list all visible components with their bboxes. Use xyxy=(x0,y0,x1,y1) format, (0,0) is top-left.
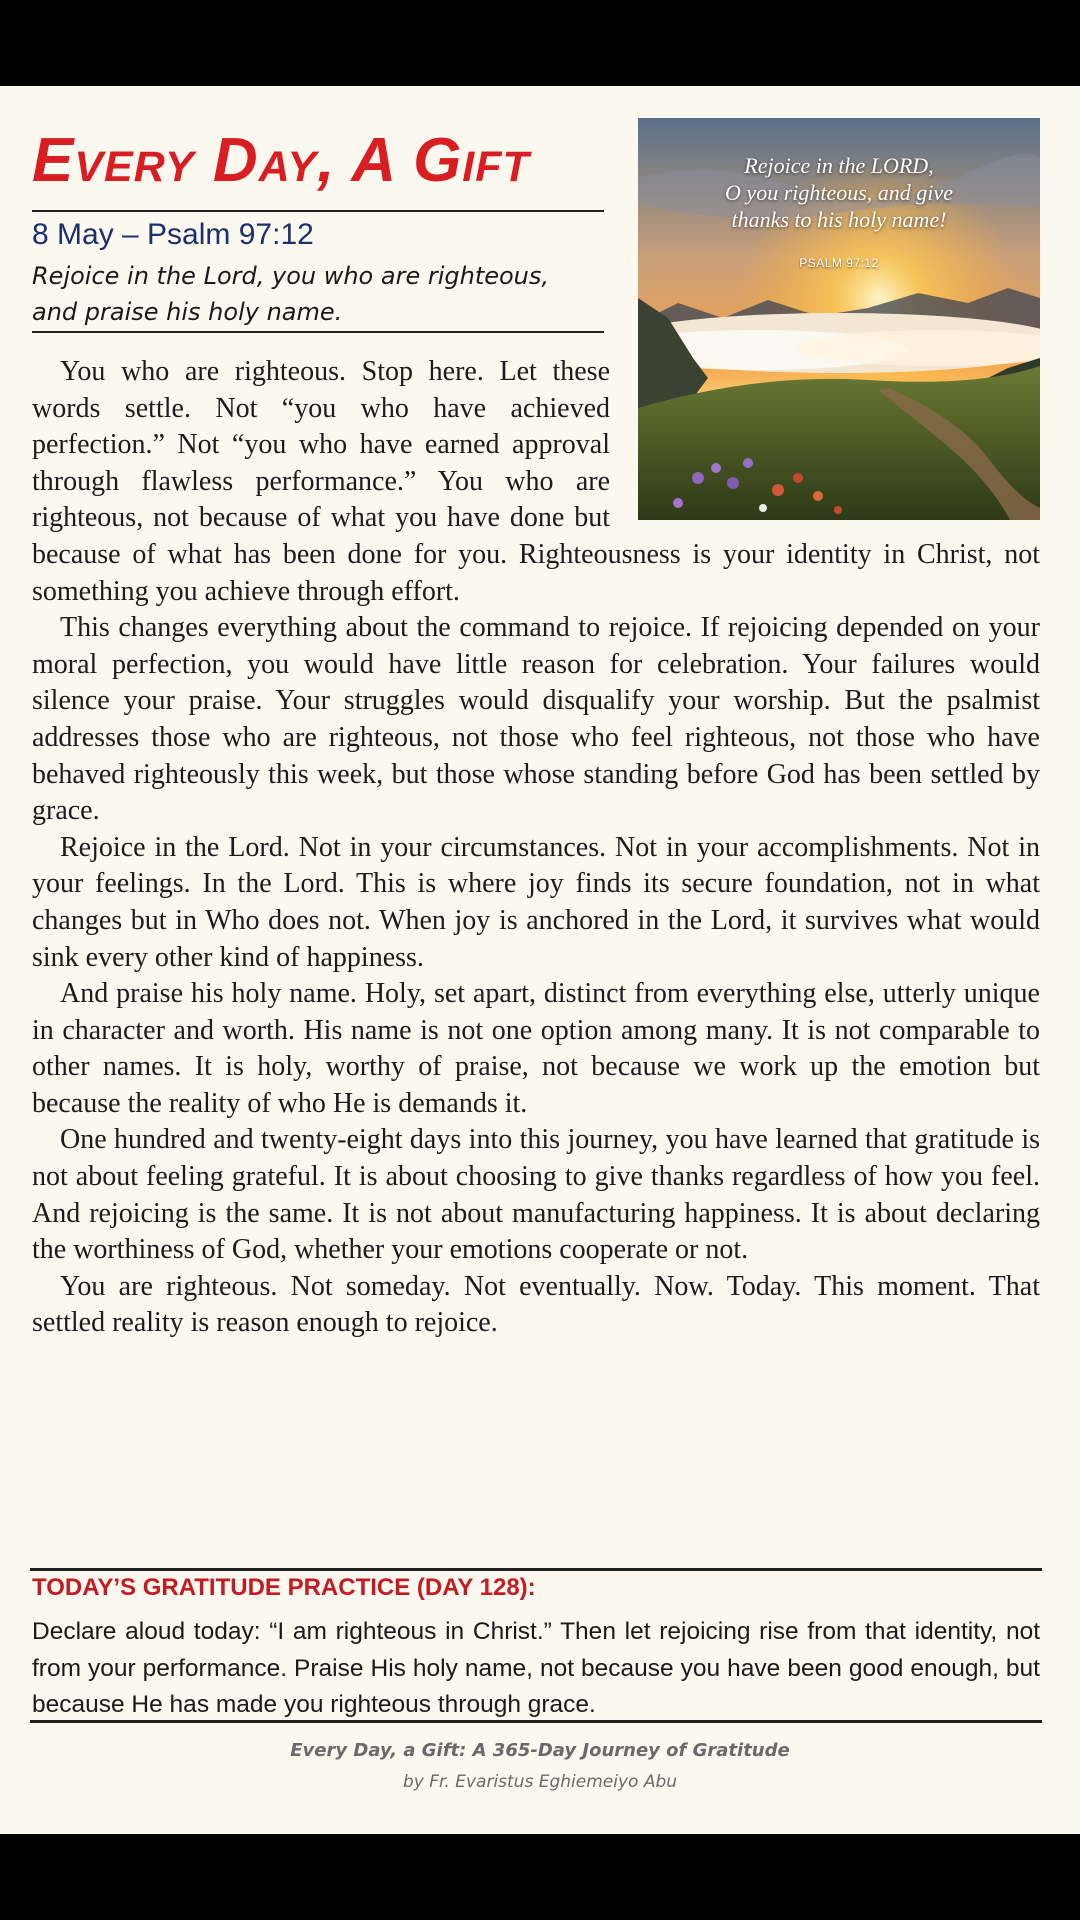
image-scripture-reference: PSALM 97:12 xyxy=(799,256,879,270)
image-caption xyxy=(638,152,1040,233)
author-credit: by Fr. Evaristus Eghiemeiyo Abu xyxy=(402,1772,678,1792)
date-reference: 8 May – Psalm 97:12 xyxy=(32,218,314,251)
body-paragraph-3: Rejoice in the Lord. Not in your circumstances. Not in your accomplishments. Not in your feelings. In the Lord. This is where joy finds its secure foundation, not in what changes but in Who does not. When joy is anchored in the Lord, it survives what would sink every other kind of happiness. xyxy=(32,831,1040,973)
verse-line-1: Rejoice in the Lord, you who are righteous, xyxy=(32,262,550,290)
verse-divider xyxy=(32,331,604,333)
caption-line-1: Rejoice in the LORD, xyxy=(744,153,934,178)
page-title: Every Day, A Gift xyxy=(32,126,530,195)
caption-line-3: thanks to his holy name! xyxy=(731,207,947,232)
practice-text: Declare aloud today: “I am righteous in Christ.” Then let rejoicing rise from that identity, not from your performance. Praise His holy name, not because you have been good enough, but because He has made you righteous through grace. xyxy=(32,1618,1040,1718)
body-paragraph-5: One hundred and twenty-eight days into this journey, you have learned that gratitude is not about feeling grateful. It is about choosing to give thanks regardless of how you feel. And rejoicing is the same. It is not about manufacturing happiness. It is about declaring the worthiness of God, whether your emotions cooperate or not. xyxy=(32,1124,1040,1266)
image-wrap-spacer xyxy=(610,354,1040,524)
practice-top-divider xyxy=(30,1568,1042,1571)
devotional-page xyxy=(0,86,1080,1834)
devotional-body xyxy=(32,354,1040,1342)
body-paragraph-4: And praise his holy name. Holy, set apart, distinct from everything else, utterly unique in character and worth. His name is not one option among many. It is not comparable to other names. It is holy, worthy of praise, not because we work up the emotion but because the reality of who He is demands it. xyxy=(32,978,1040,1119)
body-paragraph-1: You who are righteous. Stop here. Let these words settle. Not “you who have achieved perfection.” Not “you who have earned approval through flawless performance.” You who are righteous, not because of what you have done but because of what has been done for you. Righteousness is your identity in Christ, not something you achieve through effort. xyxy=(32,356,1040,607)
title-divider xyxy=(32,210,604,212)
practice-bottom-divider xyxy=(30,1720,1042,1723)
practice-heading: TODAY’S GRATITUDE PRACTICE (DAY 128): xyxy=(32,1574,536,1601)
verse-line-2: and praise his holy name. xyxy=(32,298,343,326)
body-paragraph-6: You are righteous. Not someday. Not eventually. Now. Today. This moment. That settled reality is reason enough to rejoice. xyxy=(32,1270,1040,1339)
body-paragraph-2: This changes everything about the command to rejoice. If rejoicing depended on your moral perfection, you would have little reason for celebration. Your failures would silence your praise. Your struggles would disqualify your worship. But the psalmist addresses those who are righteous, not those who feel righteous, not those who have behaved righteously this week, but those whose standing before God has been settled by grace. xyxy=(32,612,1040,827)
caption-line-2: O you righteous, and give xyxy=(725,180,953,205)
scripture-verse xyxy=(32,258,612,330)
book-title: Every Day, a Gift: A 365-Day Journey of Gratitude xyxy=(290,1740,790,1761)
